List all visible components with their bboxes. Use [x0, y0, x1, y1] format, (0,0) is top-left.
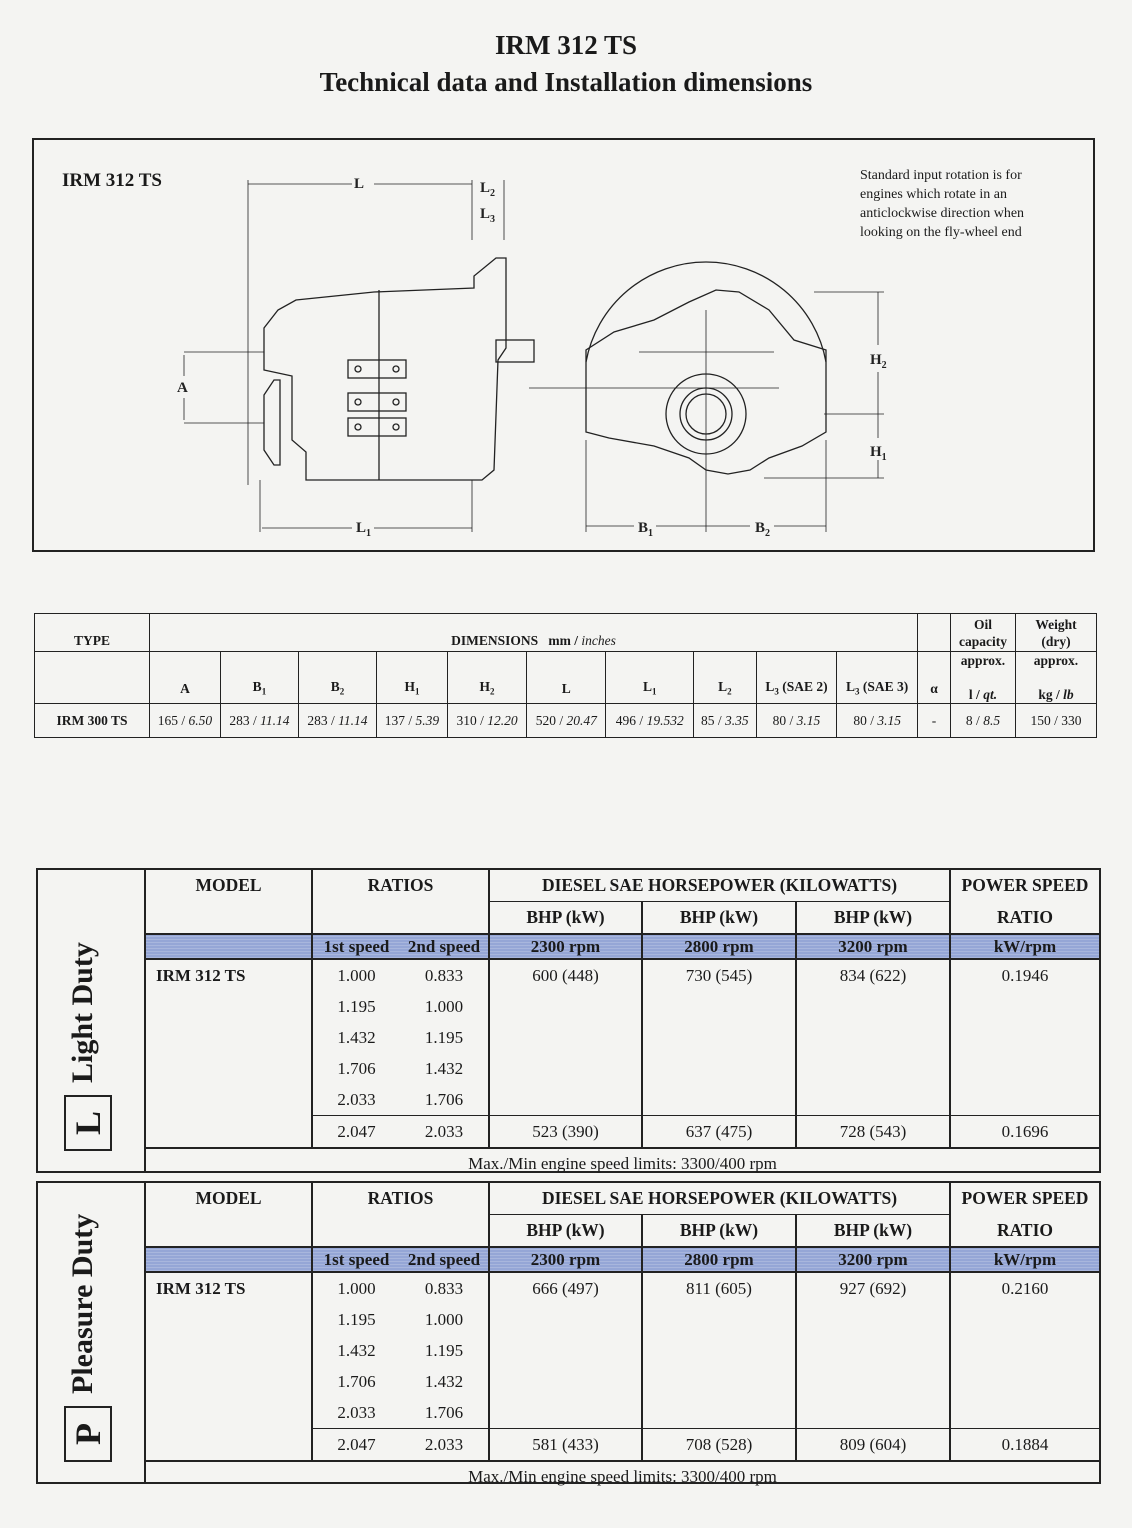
dim-col-header: $B_2$	[298, 652, 376, 704]
side-view	[184, 180, 534, 532]
dim-label-h1: $H_1$	[870, 444, 887, 463]
light-duty-grid	[146, 870, 1099, 1179]
dim-label-l: L	[354, 176, 365, 192]
rpm-header: 2300 rpm	[489, 1247, 642, 1272]
ratio-first: 2.047	[312, 1116, 400, 1149]
table-row	[146, 1304, 1099, 1335]
ratio-header: RATIO	[996, 906, 1054, 927]
ratio-first: 2.033	[337, 1402, 376, 1422]
model-cell: IRM 312 TS	[146, 959, 312, 991]
dim-label-b1: $B_1$	[638, 520, 654, 539]
ratios-header: RATIOS	[312, 870, 489, 902]
drawing-label: IRM 312 TS	[62, 170, 162, 191]
power-cell: 581 (433)	[489, 1429, 642, 1462]
dim-col-header: A	[150, 652, 221, 704]
power-cell: 666 (497)	[489, 1272, 642, 1304]
ratio-second: 1.000	[400, 991, 489, 1022]
table-row	[146, 1084, 1099, 1116]
dim-value-cell: 165 / 6.50	[150, 704, 221, 738]
power-cell: 0.2160	[1001, 1278, 1049, 1298]
power-cell: 834 (622)	[796, 959, 950, 991]
dim-label-l1: $L_1$	[356, 520, 372, 539]
speed-limits: Max./Min engine speed limits: 3300/400 rpm	[146, 1148, 1099, 1179]
rpm-header: 2300 rpm	[489, 934, 642, 959]
power-cell: 708 (528)	[642, 1429, 796, 1462]
power-cell: 0.1696	[950, 1116, 1099, 1149]
table-row	[146, 1429, 1099, 1462]
rotation-note: Standard input rotation is for engines which rotate in an anticlockwise direction when looking on the fly-wheel end	[860, 168, 1025, 240]
dim-value-cell: 283 / 11.14	[220, 704, 298, 738]
dim-label-l2: $L_2$	[480, 180, 496, 199]
power-speed-header: POWER SPEED	[961, 1188, 1089, 1209]
weight-cell: 150 / 330	[1016, 704, 1097, 738]
ratio-second: 2.033	[400, 1429, 489, 1462]
power-cell: 927 (692)	[796, 1272, 950, 1304]
duty-letter-box: P	[64, 1406, 112, 1462]
ratio-second: 2.033	[400, 1116, 489, 1149]
dim-col-header: $L_3$ (SAE 3)	[837, 652, 918, 704]
light-duty-sidebar	[38, 870, 146, 1171]
pleasure-duty-table	[36, 1181, 1101, 1484]
ratio-header: RATIO	[996, 1219, 1054, 1240]
rpm-header: 2800 rpm	[642, 1247, 796, 1272]
dim-label-a: A	[177, 380, 188, 396]
dimensions-header: DIMENSIONS mm / inches	[150, 614, 918, 652]
oil-header: Oil capacity	[951, 614, 1016, 652]
power-cell: 809 (604)	[796, 1429, 950, 1462]
ratio-second: 1.706	[400, 1397, 489, 1429]
table-row	[146, 1272, 1099, 1304]
dim-col-header: α	[918, 652, 951, 704]
dim-value-cell: 80 / 3.15	[756, 704, 837, 738]
bhp-header: BHP (kW)	[489, 902, 642, 935]
table-row	[146, 1366, 1099, 1397]
dim-label-b2: $B_2$	[755, 520, 771, 539]
table-row	[146, 1397, 1099, 1429]
kw-rpm-header: kW/rpm	[950, 934, 1099, 959]
table-row	[146, 959, 1099, 991]
dim-value-cell: -	[918, 704, 951, 738]
ratio-first: 1.000	[337, 1278, 376, 1298]
ratio-first: 1.706	[337, 1058, 376, 1078]
speed-limits: Max./Min engine speed limits: 3300/400 rpm	[146, 1461, 1099, 1492]
power-cell: 523 (390)	[489, 1116, 642, 1149]
dim-col-header: $L_2$	[694, 652, 757, 704]
ratio-first: 1.432	[337, 1340, 376, 1360]
ratio-first: 2.033	[337, 1089, 376, 1109]
table-row	[146, 1116, 1099, 1149]
ratio-second: 1.000	[400, 1304, 489, 1335]
rpm-header: 3200 rpm	[796, 934, 950, 959]
dim-col-header: $L_1$	[606, 652, 694, 704]
rpm-header: 2800 rpm	[642, 934, 796, 959]
dim-col-header: $H_1$	[376, 652, 447, 704]
pleasure-duty-sidebar	[38, 1183, 146, 1482]
model-header: MODEL	[146, 870, 312, 902]
power-cell: 600 (448)	[489, 959, 642, 991]
table-row	[146, 1022, 1099, 1053]
ratio-second: 0.833	[400, 959, 489, 991]
ratio-first: 1.432	[337, 1027, 376, 1047]
duty-letter-box: L	[64, 1095, 112, 1151]
model-cell: IRM 312 TS	[146, 1272, 312, 1304]
second-speed-header: 2nd speed	[400, 934, 489, 959]
diesel-header: DIESEL SAE HORSEPOWER (KILOWATTS)	[489, 1183, 950, 1215]
bhp-header: BHP (kW)	[642, 902, 796, 935]
front-view	[529, 262, 884, 532]
dim-label-h2: $H_2$	[870, 352, 887, 371]
pleasure-duty-grid	[146, 1183, 1099, 1492]
dim-value-cell: 283 / 11.14	[298, 704, 376, 738]
ratio-second: 1.432	[400, 1053, 489, 1084]
first-speed-header: 1st speed	[312, 1247, 400, 1272]
power-cell: 730 (545)	[642, 959, 796, 991]
ratio-first: 1.195	[337, 996, 376, 1016]
dim-col-header: $B_1$	[220, 652, 298, 704]
weight-header: Weight (dry)	[1016, 614, 1097, 652]
ratios-header: RATIOS	[312, 1183, 489, 1215]
installation-drawing	[32, 138, 1095, 552]
power-speed-header: POWER SPEED	[961, 875, 1089, 896]
dim-value-cell: 520 / 20.47	[527, 704, 606, 738]
model-header: MODEL	[146, 1183, 312, 1215]
duty-name: Pleasure Duty	[66, 1213, 99, 1394]
table-row	[146, 991, 1099, 1022]
power-cell: 0.1946	[1001, 965, 1049, 985]
dim-value-cell: 80 / 3.15	[837, 704, 918, 738]
power-cell: 0.1884	[950, 1429, 1099, 1462]
dim-label-l3: $L_3$	[480, 206, 496, 225]
kw-rpm-header: kW/rpm	[950, 1247, 1099, 1272]
oil-cell: 8 / 8.5	[951, 704, 1016, 738]
first-speed-header: 1st speed	[312, 934, 400, 959]
ratio-second: 1.706	[400, 1084, 489, 1116]
oil-units: approx. l / qt.	[951, 652, 1016, 704]
bhp-header: BHP (kW)	[796, 902, 950, 935]
gearbox-drawing	[34, 140, 1093, 550]
ratio-first: 2.047	[312, 1429, 400, 1462]
ratio-second: 0.833	[400, 1272, 489, 1304]
dim-value-cell: 310 / 12.20	[447, 704, 526, 738]
dim-value-cell: 85 / 3.35	[694, 704, 757, 738]
dim-col-header: L	[527, 652, 606, 704]
page-subtitle: Technical data and Installation dimensions	[319, 67, 813, 97]
dim-value-cell: 137 / 5.39	[376, 704, 447, 738]
type-cell: IRM 300 TS	[35, 704, 150, 738]
bhp-header: BHP (kW)	[642, 1215, 796, 1248]
power-cell: 637 (475)	[642, 1116, 796, 1149]
dimensions-table	[34, 613, 1097, 738]
rpm-header: 3200 rpm	[796, 1247, 950, 1272]
table-row	[146, 1053, 1099, 1084]
bhp-header: BHP (kW)	[489, 1215, 642, 1248]
ratio-first: 1.195	[337, 1309, 376, 1329]
light-duty-table	[36, 868, 1101, 1173]
second-speed-header: 2nd speed	[400, 1247, 489, 1272]
table-row	[146, 1335, 1099, 1366]
page-title: IRM 312 TS	[494, 30, 638, 60]
power-cell: 811 (605)	[642, 1272, 796, 1304]
ratio-second: 1.432	[400, 1366, 489, 1397]
weight-units: approx. kg / lb	[1016, 652, 1097, 704]
ratio-first: 1.706	[337, 1371, 376, 1391]
type-header: TYPE	[35, 614, 150, 652]
diesel-header: DIESEL SAE HORSEPOWER (KILOWATTS)	[489, 870, 950, 902]
ratio-second: 1.195	[400, 1022, 489, 1053]
power-cell: 728 (543)	[796, 1116, 950, 1149]
dim-col-header: $H_2$	[447, 652, 526, 704]
ratio-second: 1.195	[400, 1335, 489, 1366]
bhp-header: BHP (kW)	[796, 1215, 950, 1248]
duty-name: Light Duty	[66, 942, 99, 1083]
dim-value-cell: 496 / 19.532	[606, 704, 694, 738]
dim-col-header: $L_3$ (SAE 2)	[756, 652, 837, 704]
ratio-first: 1.000	[337, 965, 376, 985]
